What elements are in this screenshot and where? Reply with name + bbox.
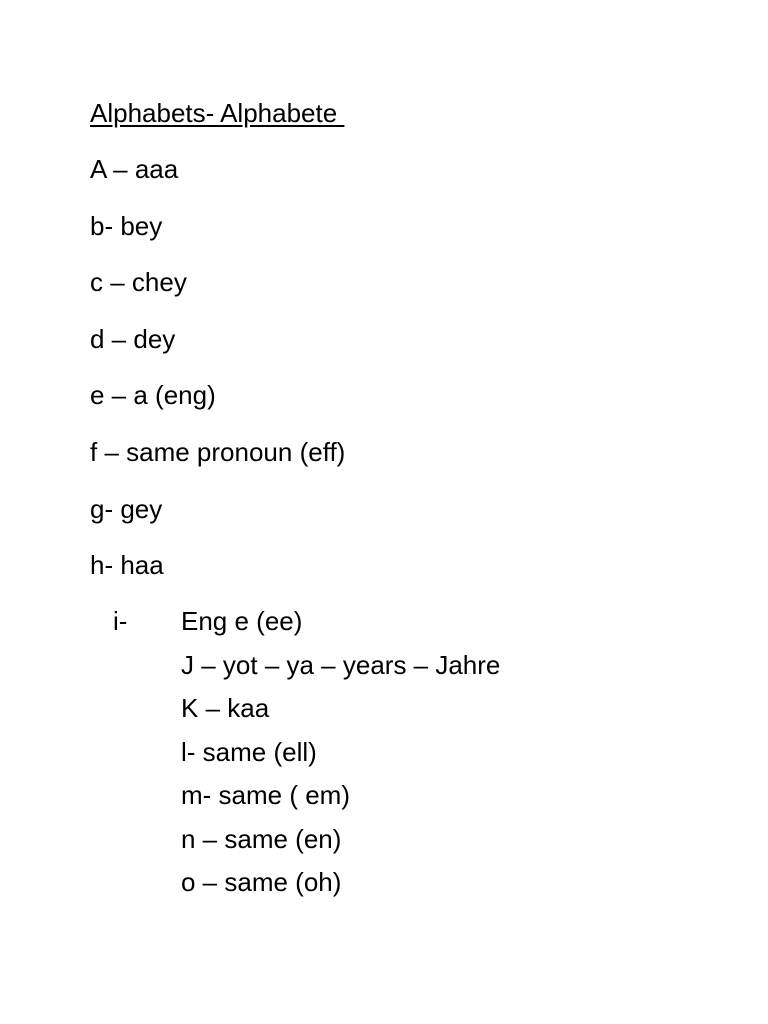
list-marker: i- (113, 606, 128, 636)
alphabet-line-m: m- same ( em) (181, 780, 350, 810)
alphabet-line-b: b- bey (90, 211, 163, 241)
alphabet-line-a: A – aaa (90, 154, 179, 184)
alphabet-line-o: o – same (oh) (181, 867, 342, 897)
alphabet-line-e: e – a (eng) (90, 380, 216, 410)
alphabet-line-j: J – yot – ya – years – Jahre (181, 649, 501, 680)
alphabet-line-d: d – dey (90, 324, 176, 354)
document-title: Alphabets- Alphabete (90, 98, 345, 128)
alphabet-line-c: c – chey (90, 267, 187, 297)
alphabet-line-n: n – same (en) (181, 823, 342, 854)
alphabet-line-i: Eng e (ee) (181, 606, 303, 636)
alphabet-line-k: K – kaa (181, 693, 270, 723)
alphabet-line-l: l- same (ell) (181, 736, 317, 767)
list-item (181, 604, 500, 909)
alphabet-line-f: f – same pronoun (eff) (90, 437, 346, 467)
alphabet-line-g: g- gey (90, 494, 163, 524)
alphabet-line-h: h- haa (90, 550, 164, 580)
